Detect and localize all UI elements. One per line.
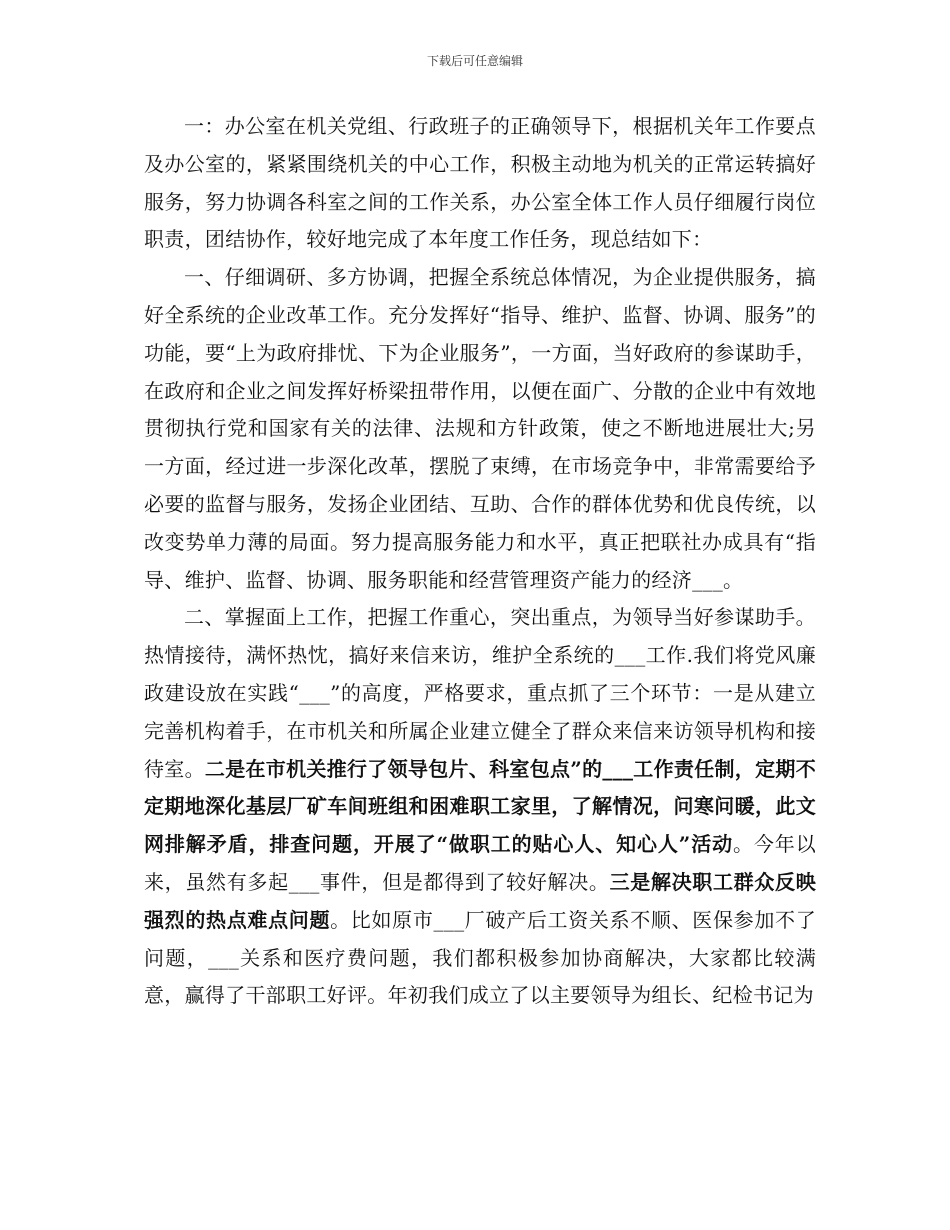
paragraph-section-2 [144,599,816,1015]
paragraph-intro: 一：办公室在机关党组、行政班子的正确领导下，根据机关年工作要点及办公室的，紧紧围绕机关的中心工作，积极主动地为机关的正常运转搞好服务，努力协调各科室之间的工作关系，办公室全体工作人员仔细履行岗位职责，团结协作，较好地完成了本年度工作任务，现总结如下： [144,114,816,252]
document-body [144,108,816,1015]
paragraph-section-1: 一、仔细调研、多方协调，把握全系统总体情况，为企业提供服务，搞好全系统的企业改革工作。充分发挥好“指导、维护、监督、协调、服务”的功能，要“上为政府排忧、下为企业服务”，一方面，当好政府的参谋助手，在政府和企业之间发挥好桥梁扭带作用，以便在面广、分散的企业中有效地贯彻执行党和国家有关的法律、法规和方针政策，使之不断地进展壮大;另一方面，经过进一步深化改革，摆脱了束缚，在市场竞争中，非常需要给予必要的监督与服务，发扬企业团结、互助、合作的群体优势和优良传统，以改变势单力薄的局面。努力提高服务能力和水平，真正把联社办成具有“指导、维护、监督、协调、服务职能和经营管理资产能力的经济___。 [144,265,816,592]
page-header: 下载后可任意编辑 [426,54,523,68]
section-2-bold-point-2: 二是在市机关推行了领导包片、科室包点”的___工作责任制，定期不定期地深化基层厂矿车间班组和困难职工家里，了解情况，问寒问暖，此文网排解矛盾，排查问题，开展了“做职工的贴心人、知心人”活动 [144,756,817,857]
section-2-text-end: 。比如原市___厂破产后工资关系不顺、医保参加不了问题，___关系和医疗费问题，我们都积极参加协商解决，大家都比较满意，赢得了干部职工好评。年初我们成立了以主要领导为组长、纪检书记为 [144,907,816,1008]
section-2-text-continued: 。今年以来，虽然有多起___事件，但是都得到了较好解决。 [144,832,816,894]
section-2-text: 二、掌握面上工作，把握工作重心，突出重点，为领导当好参谋助手。热情接待，满怀热忱，搞好来信来访，维护全系统的___工作.我们将党风廉政建设放在实践“___”的高度，严格要求，重点抓了三个环节：一是从建立完善机构着手，在市机关和所属企业建立健全了群众来信来访领导机构和接待室。 [144,605,816,781]
section-2-bold-point-3: 三是解决职工群众反映强烈的热点难点问题 [144,869,817,932]
